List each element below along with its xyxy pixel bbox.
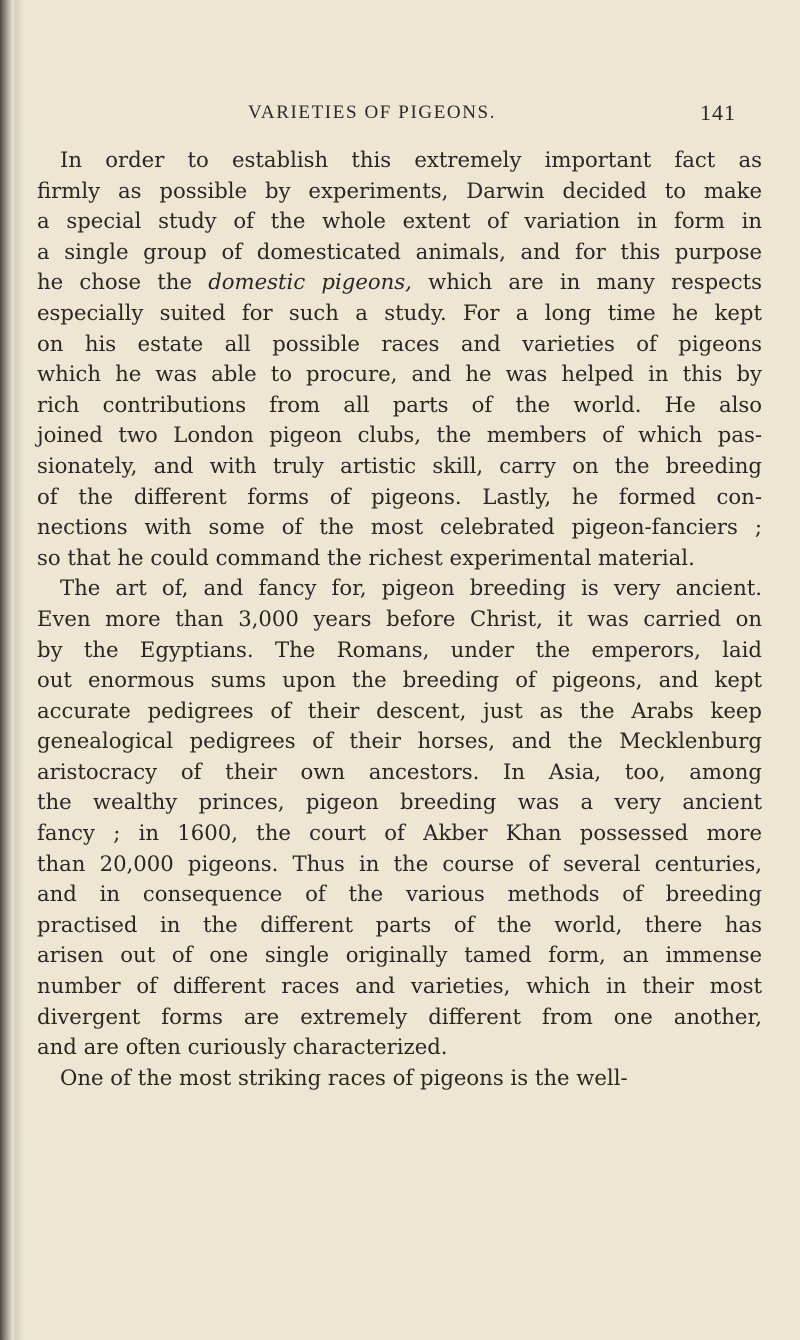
italic-term: domestic pigeons,: [208, 269, 412, 295]
text-line: which he was able to procure, and he was helped in this by: [37, 361, 762, 387]
text-line: sionately, and with truly artistic skill, carry on the breeding: [37, 452, 762, 478]
text-line: nections with some of the most celebrated pigeon-fanciers ;: [37, 514, 762, 540]
text-line: than 20,000 pigeons. Thus in the course of several centuries,: [37, 850, 762, 876]
text-line: a single group of domesticated animals, and for this purpose: [37, 238, 762, 264]
text-line: The art of, and fancy for, pigeon breeding is very ancient.: [60, 575, 762, 601]
page-number: 141: [700, 100, 736, 125]
text-line: of the different forms of pigeons. Lastly, he formed con-: [37, 483, 762, 509]
text-line: and in consequence of the various methods of breeding: [37, 881, 762, 907]
page-binding-shadow: [0, 0, 14, 1340]
text-line: genealogical pedigrees of their horses, and the Mecklenburg: [37, 728, 762, 754]
text-line: Even more than 3,000 years before Christ, it was carried on: [37, 605, 762, 631]
text-line: out enormous sums upon the breeding of pigeons, and kept: [37, 667, 762, 693]
text-line: divergent forms are extremely different from one another,: [37, 1003, 762, 1029]
text-line: [37, 267, 762, 298]
text-line: especially suited for such a study. For a long time he kept: [37, 299, 762, 325]
paragraph-3: [37, 1063, 762, 1094]
text-segment: which are in many respects: [428, 269, 762, 295]
text-line: a special study of the whole extent of variation in form in: [37, 208, 762, 234]
text-line: aristocracy of their own ancestors. In Asia, too, among: [37, 758, 762, 784]
text-line: accurate pedigrees of their descent, just as the Arabs keep: [37, 697, 762, 723]
text-line: arisen out of one single originally tamed form, an immense: [37, 942, 762, 968]
text-line: fancy ; in 1600, the court of Akber Khan possessed more: [37, 820, 762, 846]
page-header: [0, 102, 800, 142]
text-line: rich contributions from all parts of the world. He also: [37, 391, 762, 417]
text-line: firmly as possible by experiments, Darwin decided to make: [37, 177, 762, 203]
page-binding-gradient: [14, 0, 24, 1340]
paragraph-2: [37, 573, 762, 1063]
text-line: In order to establish this extremely important fact as: [60, 147, 762, 172]
text-line: by the Egyptians. The Romans, under the emperors, laid: [37, 636, 762, 662]
text-line: on his estate all possible races and varieties of pigeons: [37, 330, 762, 356]
text-line: joined two London pigeon clubs, the members of which pas-: [37, 422, 762, 448]
text-line: the wealthy princes, pigeon breeding was a very ancient: [37, 789, 762, 815]
text-line: and are often curiously characterized.: [37, 1034, 448, 1060]
text-line: number of different races and varieties, which in their most: [37, 973, 762, 999]
text-segment: he chose the: [37, 269, 192, 295]
text-line: practised in the different parts of the world, there has: [37, 911, 762, 937]
text-line: so that he could command the richest experimental material.: [37, 544, 695, 570]
paragraph-1: [37, 145, 762, 573]
running-title: VARIETIES OF PIGEONS.: [248, 102, 497, 123]
text-line: One of the most striking races of pigeons is the well-: [60, 1064, 628, 1090]
body-text: [37, 145, 762, 1093]
